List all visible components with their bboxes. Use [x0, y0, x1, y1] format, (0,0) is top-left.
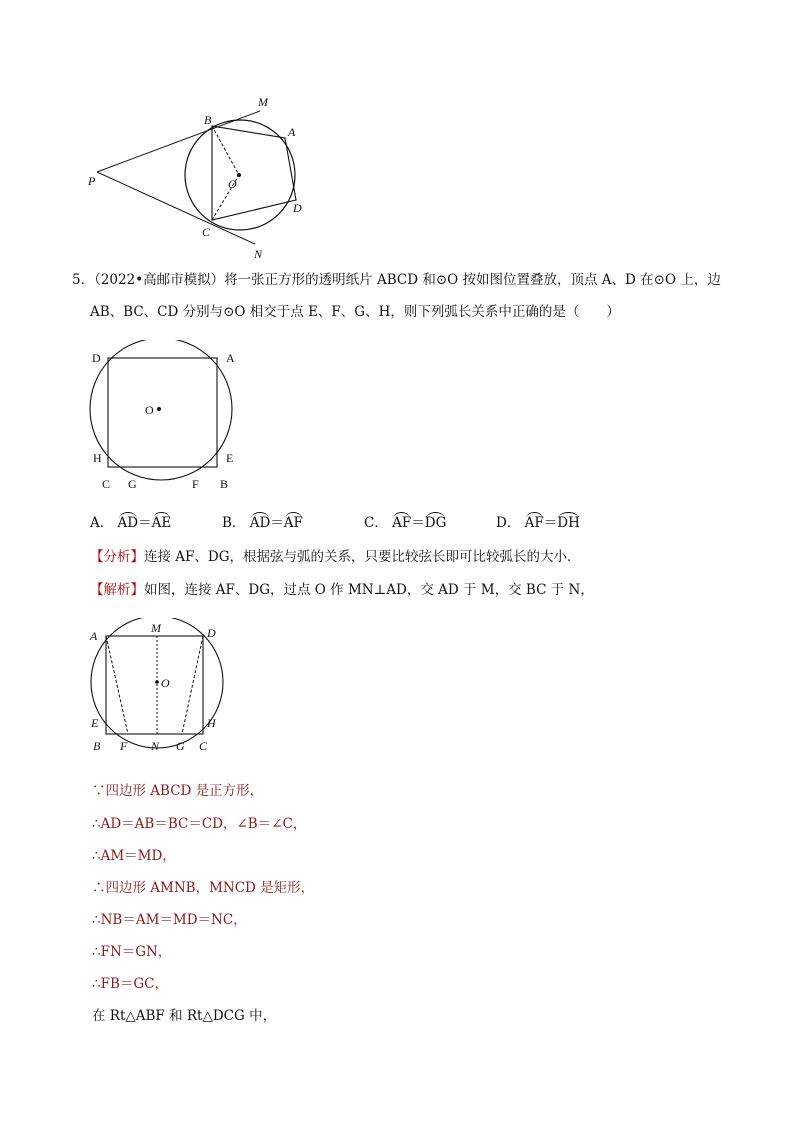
label-a-sol: A: [90, 629, 98, 643]
question-text-1: 将一张正方形的透明纸片 ABCD 和⊙O 按如图位置叠放，顶点 A、D 在⊙O 上，边: [224, 272, 721, 288]
center-dot-sol: [155, 680, 159, 684]
solution-tag: 【解析】: [90, 582, 144, 598]
step-5: ∴NB＝AM＝MD＝NC，: [92, 912, 247, 928]
analysis-line: [90, 547, 581, 567]
option-c-letter: C．: [364, 515, 388, 531]
label-b-sol: B: [93, 739, 101, 753]
label-b: B: [204, 113, 212, 127]
arc-af-d: AF: [524, 515, 544, 531]
arc-ad: AD: [117, 515, 139, 531]
step-7: ∴FB＝GC，: [92, 976, 168, 992]
label-o-sol: O: [161, 676, 170, 690]
label-c-q: C: [102, 477, 111, 491]
label-o-q: O: [145, 403, 154, 417]
label-n-sol: N: [151, 739, 160, 753]
question-line-1: [72, 270, 721, 290]
label-f-q: F: [192, 477, 199, 491]
label-p: P: [88, 174, 96, 188]
option-d[interactable]: D． AF＝DH: [496, 515, 580, 531]
label-g-sol: G: [176, 739, 185, 753]
option-c[interactable]: C． AF＝DG: [364, 515, 447, 531]
label-a: A: [288, 125, 296, 139]
label-d-q: D: [92, 351, 101, 365]
label-m: M: [258, 95, 268, 109]
arc-dh-d: DH: [557, 515, 580, 531]
analysis-tag: 【分析】: [90, 549, 144, 565]
step-6: ∴FN＝GN，: [92, 944, 172, 960]
label-a-q: A: [226, 351, 235, 365]
question-line-2: [90, 302, 620, 322]
pentagon-bacd: [212, 126, 296, 220]
solution-line: [90, 580, 594, 600]
step-3: ∴AM＝MD，: [92, 848, 176, 864]
radius-ob: [212, 126, 239, 175]
step-8: 在 Rt△ABF 和 Rt△DCG 中，: [92, 1008, 277, 1024]
label-o: O: [228, 177, 237, 191]
label-d: D: [293, 201, 302, 215]
center-dot: [237, 173, 241, 177]
option-b-letter: B．: [222, 515, 246, 531]
square-sol: [106, 636, 203, 734]
figure-solution: [85, 618, 225, 758]
step-2: ∴AD＝AB＝BC＝CD，∠B＝∠C，: [92, 816, 307, 832]
step-1: ∵四边形 ABCD 是正方形，: [92, 783, 264, 799]
tangent-pm: [97, 111, 260, 172]
figure-tangent-circle: [80, 88, 320, 268]
label-b-q: B: [220, 477, 229, 491]
label-e-q: E: [226, 451, 234, 465]
arc-af-b: AF: [283, 515, 303, 531]
arc-ae: AE: [151, 515, 172, 531]
arc-af-c: AF: [392, 515, 412, 531]
option-d-letter: D．: [496, 515, 521, 531]
option-b[interactable]: B． AD＝AF: [222, 515, 303, 531]
analysis-text: 连接 AF、DG，根据弦与弧的关系，只要比较弦长即可比较弧长的大小．: [144, 549, 581, 565]
step-4: ∴四边形 AMNB，MNCD 是矩形，: [92, 880, 315, 896]
label-m-sol: M: [151, 621, 161, 635]
label-d-sol: D: [207, 626, 216, 640]
figure-question: [85, 340, 245, 495]
option-a-letter: A．: [90, 515, 114, 531]
label-g-q: G: [128, 477, 137, 491]
label-c-sol: C: [199, 739, 208, 753]
segment-dg: [182, 636, 203, 734]
solution-text: 如图，连接 AF、DG，过点 O 作 MN⊥AD，交 AD 于 M，交 BC 于 N，: [144, 582, 594, 598]
option-a[interactable]: A． AD＝AE: [90, 515, 172, 531]
square-q: [108, 358, 217, 467]
label-n: N: [254, 247, 263, 261]
label-e-sol: E: [91, 716, 99, 730]
center-dot-q: [157, 407, 161, 411]
circle-o-q: [90, 340, 232, 480]
label-f-sol: F: [120, 739, 128, 753]
label-c: C: [202, 225, 211, 239]
arc-dg-c: DG: [424, 515, 447, 531]
label-h-sol: H: [207, 716, 216, 730]
question-text-2: AB、BC、CD 分别与⊙O 相交于点 E、F、G、H，则下列弧长关系中正确的是（ ）: [90, 304, 620, 320]
segment-af: [106, 636, 128, 734]
question-number: 5．: [72, 272, 95, 288]
label-h-q: H: [93, 451, 102, 465]
arc-ad-b: AD: [249, 515, 271, 531]
question-source: （2022•高邮市模拟）: [94, 272, 225, 288]
